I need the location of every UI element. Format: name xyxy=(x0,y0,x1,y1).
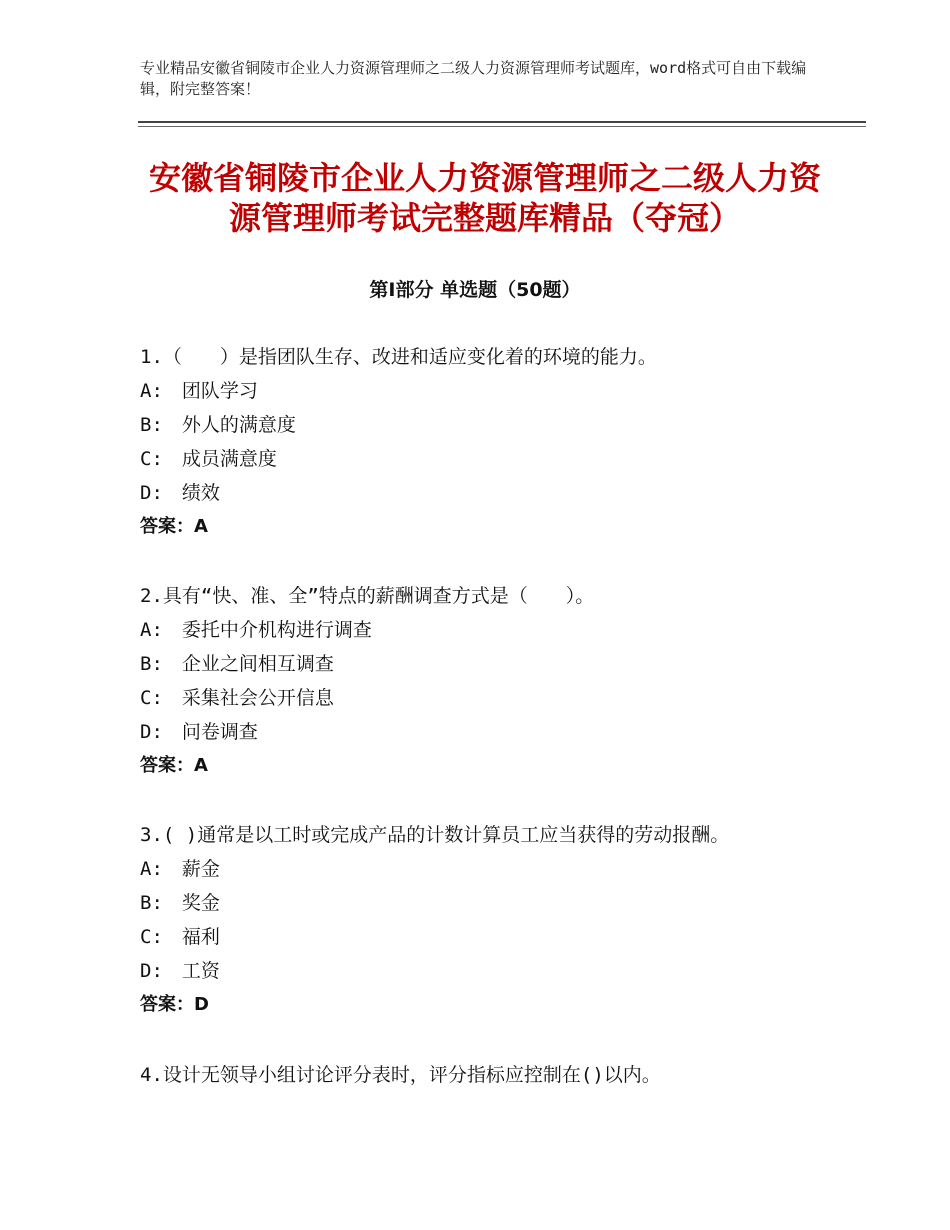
question-4 xyxy=(140,1058,840,1092)
option-b: B: 外人的满意度 xyxy=(140,414,296,436)
option-a: A: 委托中介机构进行调查 xyxy=(140,619,372,641)
option-a: A: 团队学习 xyxy=(140,380,258,402)
header-divider-thin xyxy=(138,126,866,127)
question-text: 3.( )通常是以工时或完成产品的计数计算员工应当获得的劳动报酬。 xyxy=(140,824,730,846)
option-b: B: 企业之间相互调查 xyxy=(140,653,334,675)
answer: 答案：A xyxy=(140,516,208,537)
header-divider xyxy=(138,121,866,123)
answer: 答案：A xyxy=(140,755,208,776)
option-c: C: 福利 xyxy=(140,926,220,948)
question-text: 1.（ ）是指团队生存、改进和适应变化着的环境的能力。 xyxy=(140,346,657,368)
option-c: C: 采集社会公开信息 xyxy=(140,687,334,709)
option-a: A: 薪金 xyxy=(140,858,220,880)
option-d: D: 工资 xyxy=(140,960,220,982)
option-b: B: 奖金 xyxy=(140,892,220,914)
question-text: 4.设计无领导小组讨论评分表时，评分指标应控制在()以内。 xyxy=(140,1064,661,1086)
question-1 xyxy=(140,340,840,544)
option-d: D: 绩效 xyxy=(140,482,220,504)
header-note: 专业精品安徽省铜陵市企业人力资源管理师之二级人力资源管理师考试题库，word格式可自由下载编辑，附完整答案！ xyxy=(140,59,807,98)
option-d: D: 问卷调查 xyxy=(140,721,258,743)
question-2 xyxy=(140,579,840,783)
answer: 答案：D xyxy=(140,994,209,1015)
document-title: 安徽省铜陵市企业人力资源管理师之二级人力资源管理师考试完整题库精品（夺冠） xyxy=(148,159,821,237)
section-title: 第Ⅰ部分 单选题（50题） xyxy=(369,279,581,301)
option-c: C: 成员满意度 xyxy=(140,448,277,470)
question-3 xyxy=(140,818,840,1022)
question-text: 2.具有“快、准、全”特点的薪酬调查方式是（ ）。 xyxy=(140,585,595,607)
